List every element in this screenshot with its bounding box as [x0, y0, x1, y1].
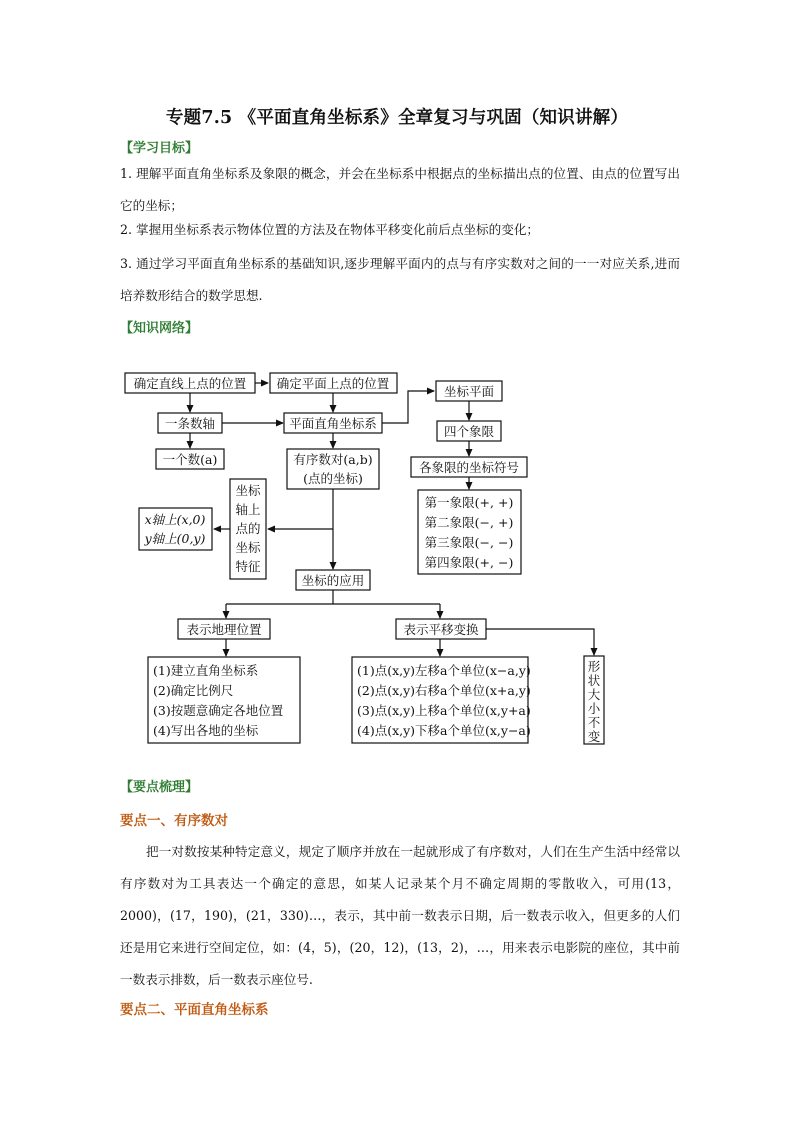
- label-shape-6: 变: [587, 729, 601, 744]
- label-geo-step-3: (3)按题意确定各地位置: [153, 703, 284, 718]
- label-axis-feature-2: 轴上: [235, 502, 261, 517]
- label-trans-step-1: (1)点(x,y)左移a个单位(x−a,y): [357, 663, 531, 678]
- label-axis-feature-5: 特征: [235, 559, 261, 574]
- label-geo-step-1: (1)建立直角坐标系: [153, 663, 259, 678]
- key-points-heading: 【要点梳理】: [120, 780, 199, 795]
- label-shape-3: 大: [587, 687, 601, 702]
- label-axis-feature-4: 坐标: [235, 540, 261, 555]
- label-ordered-pair-2: (点的坐标): [303, 471, 363, 486]
- label-q4: 第四象限(+, −): [424, 555, 514, 570]
- label-shape-4: 小: [587, 701, 601, 716]
- point2-title: 要点二、平面直角坐标系: [120, 1002, 269, 1018]
- label-q2: 第二象限(−, +): [424, 515, 514, 530]
- label-y-axis: y轴上(0,y): [144, 531, 206, 546]
- label-geo-step-2: (2)确定比例尺: [153, 683, 234, 698]
- label-quadrant-signs: 各象限的坐标符号: [418, 460, 520, 475]
- label-trans-step-3: (3)点(x,y)上移a个单位(x,y+a): [357, 703, 531, 718]
- label-trans-step-4: (4)点(x,y)下移a个单位(x,y−a): [357, 723, 531, 738]
- page-title: 专题7.5 《平面直角坐标系》全章复习与巩固（知识讲解）: [165, 108, 629, 128]
- label-one-axis: 一条数轴: [164, 416, 216, 431]
- label-axis-feature-3: 点的: [235, 521, 261, 536]
- label-one-number: 一个数(a): [162, 452, 218, 467]
- objectives-heading: 【学习目标】: [120, 141, 199, 156]
- objective-1: 1. 理解平面直角坐标系及象限的概念，并会在坐标系中根据点的坐标描出点的位置、由点的位置写出它的坐标；: [120, 166, 680, 213]
- label-x-axis: x轴上(x,0): [144, 512, 206, 527]
- label-plane-point: 确定平面上点的位置: [276, 376, 390, 391]
- label-shape-1: 形: [587, 659, 601, 674]
- label-line-point: 确定直线上点的位置: [133, 376, 247, 391]
- label-translation: 表示平移变换: [403, 622, 479, 637]
- label-shape-5: 不: [587, 715, 601, 730]
- label-coord-apply: 坐标的应用: [301, 573, 365, 588]
- point1-text: 把一对数按某种特定意义，规定了顺序并放在一起就形成了有序数对，人们在生产生活中经常以有序数对为工具表达一个确定的意思，如某人记录某个月不确定周期的零散收入，可用(13，2000)，(17，190)，(21，330)…，表示，其中前一数表示日期，后一数表示收入，但更多的人们还是用它来进行空间定位，如：(4，5)，(20，12)，(13，2)，…，用来表示电影院的座位，其中前一数表示排数，后一数表示座位号.: [120, 844, 680, 987]
- network-heading: 【知识网络】: [120, 321, 199, 336]
- label-coord-plane: 坐标平面: [443, 384, 495, 399]
- label-geo-position: 表示地理位置: [186, 622, 262, 637]
- label-ordered-pair-1: 有序数对(a,b): [293, 452, 373, 467]
- arrow-trans-to-shape: [486, 629, 594, 655]
- label-axis-feature-1: 坐标: [235, 483, 261, 498]
- label-rect-system: 平面直角坐标系: [289, 416, 377, 431]
- point1-title: 要点一、有序数对: [120, 813, 228, 829]
- label-q3: 第三象限(−, −): [424, 535, 514, 550]
- label-geo-step-4: (4)写出各地的坐标: [153, 723, 259, 738]
- label-trans-step-2: (2)点(x,y)右移a个单位(x+a,y): [357, 683, 531, 698]
- objective-3: 3. 通过学习平面直角坐标系的基础知识,逐步理解平面内的点与有序实数对之间的一一对应关系,进而培养数形结合的数学思想.: [120, 256, 680, 303]
- objective-2: 2. 掌握用坐标系表示物体位置的方法及在物体平移变化前后点坐标的变化；: [120, 222, 540, 237]
- label-four-quadrants: 四个象限: [443, 424, 495, 439]
- arrow-system-to-plane: [382, 391, 434, 423]
- label-shape-2: 状: [587, 673, 601, 688]
- label-q1: 第一象限(+, +): [424, 495, 514, 510]
